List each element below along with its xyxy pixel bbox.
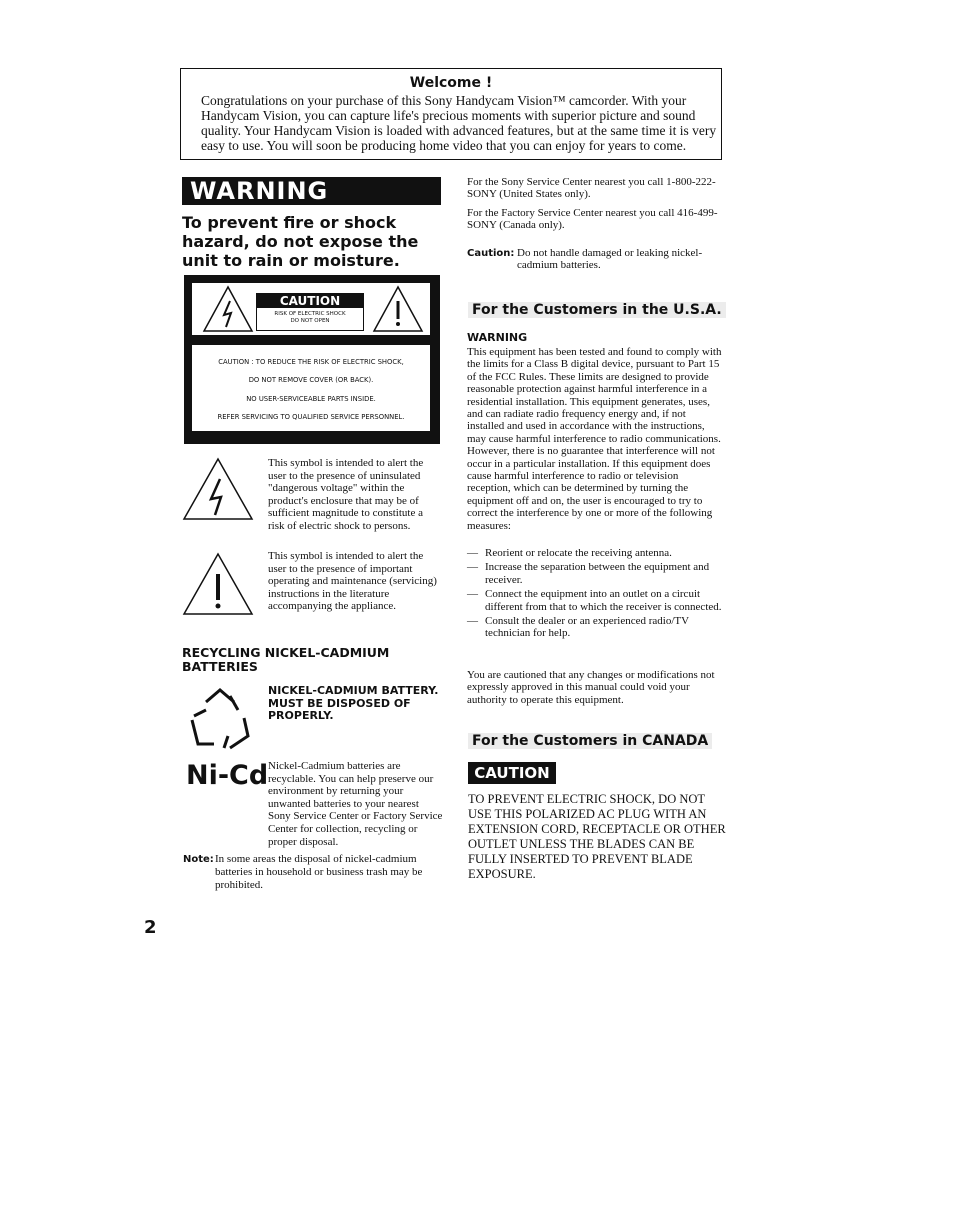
caution-label-line1: RISK OF ELECTRIC SHOCK <box>274 311 346 317</box>
exclamation-warning-icon <box>372 285 424 333</box>
page-number: 2 <box>144 917 157 938</box>
welcome-title: Welcome ! <box>409 75 493 91</box>
canada-caution-text: TO PREVENT ELECTRIC SHOCK, DO NOT USE THIS POLARIZED AC PLUG WITH AN EXTENSION CORD, RECEPTACLE OR OTHER OUTLET UNLESS THE BLADES CAN BE FULLY INSERTED TO PREVENT BLADE EXPOSURE. <box>468 792 726 881</box>
caution-label-top <box>192 283 430 335</box>
canada-caution-banner: CAUTION <box>468 762 556 784</box>
usa-warning-label: WARNING <box>467 331 528 344</box>
recycling-note <box>183 853 443 891</box>
list-item: — Connect the equipment into an outlet on a circuit different from that to which the receiver is connected. <box>467 588 724 613</box>
caution-text-line: DO NOT REMOVE COVER (OR BACK). <box>248 376 374 384</box>
battery-caution <box>467 247 727 272</box>
voltage-symbol-description: This symbol is intended to alert the user to the presence of uninsulated "dangerous voltage" within the product's enclosure that may be of sufficient magnitude to constitute a risk of electric shock to persons. <box>268 457 424 532</box>
welcome-body: Congratulations on your purchase of this Sony Handycam Vision™ camcorder. With your Handycam Vision, you can capture life's precious moments with superior picture and sound quality. Your Handycam Vision is loaded with advanced features, but at the same time it is very easy to use. You will soon be producing home video that you can enjoy for years to come. <box>201 93 717 153</box>
list-item: — Reorient or relocate the receiving antenna. <box>467 547 724 559</box>
caution-text-line: NO USER-SERVICEABLE PARTS INSIDE. <box>246 395 376 403</box>
exclamation-symbol-icon <box>182 552 254 616</box>
canada-heading: For the Customers in CANADA <box>468 733 712 749</box>
caution-text: Do not handle damaged or leaking nickel-cadmium batteries. <box>517 247 703 272</box>
usa-fcc-body: This equipment has been tested and found to comply with the limits for a Class B digital device, pursuant to Part 15 of the FCC Rules. These limits are designed to provide reasonable protection against harmful interference in a residential installation. This equipment generates, uses, and can radiate radio frequency energy and, if not installed and used in accordance with the instructions, may cause harmful interference to radio communications. However, there is no guarantee that interference will not occur in a particular installation. If this equipment does cause harmful interference to radio or television reception, which can be determined by turning the equipment off and on, the user is encouraged to try to correct the interference by one or more of the following measures: <box>467 346 722 532</box>
note-label: Note: <box>183 854 214 865</box>
caution-label-panel <box>184 275 440 444</box>
nicd-heading-line2: MUST BE DISPOSED OF PROPERLY. <box>268 696 411 722</box>
canada-service-center: For the Factory Service Center nearest you call 416-499-SONY (Canada only). <box>467 207 718 232</box>
nicd-logo: Ni-Cd <box>186 760 269 791</box>
instructions-symbol-description: This symbol is intended to alert the user to the presence of important operating and maintenance (servicing) instructions in the literature accompanying the appliance. <box>268 550 437 613</box>
caution-label-text <box>192 345 430 431</box>
recycling-body: Nickel-Cadmium batteries are recyclable. You can help preserve our environment by returning your unwanted batteries to your nearest Sony Service Center or Factory Service Center for collection, recycling or proper disposal. <box>268 760 443 848</box>
welcome-box <box>180 68 722 160</box>
electric-shock-warning-icon <box>202 285 254 333</box>
usa-closing: You are cautioned that any changes or modifications not expressly approved in this manual could void your authority to operate this equipment. <box>467 669 715 706</box>
nicd-heading-line1: NICKEL-CADMIUM BATTERY. <box>268 684 439 697</box>
caution-label-line2: DO NOT OPEN <box>290 318 330 324</box>
usa-heading: For the Customers in the U.S.A. <box>468 302 726 318</box>
us-service-center: For the Sony Service Center nearest you call 1-800-222-SONY (United States only). <box>467 176 716 201</box>
caution-label-box <box>256 293 364 331</box>
note-text: In some areas the disposal of nickel-cadmium batteries in household or business trash may be prohibited. <box>215 853 423 891</box>
caution-label-title: CAUTION <box>257 294 363 308</box>
list-item: — Increase the separation between the equipment and receiver. <box>467 561 724 586</box>
recycle-icon <box>184 686 256 752</box>
fcc-measures-list <box>467 547 724 642</box>
list-item: — Consult the dealer or an experienced radio/TV technician for help. <box>467 615 724 640</box>
warning-heading: To prevent fire or shock hazard, do not expose the unit to rain or moisture. <box>182 213 419 270</box>
caution-text-line: REFER SERVICING TO QUALIFIED SERVICE PERSONNEL. <box>217 413 405 421</box>
warning-banner: WARNING <box>182 177 441 205</box>
nicd-battery-heading <box>268 685 448 723</box>
caution-label: Caution: <box>467 248 515 259</box>
dangerous-voltage-icon <box>182 457 254 521</box>
recycling-heading: RECYCLING NICKEL-CADMIUM BATTERIES <box>182 645 390 674</box>
caution-text-line: CAUTION : TO REDUCE THE RISK OF ELECTRIC SHOCK, <box>218 358 404 366</box>
